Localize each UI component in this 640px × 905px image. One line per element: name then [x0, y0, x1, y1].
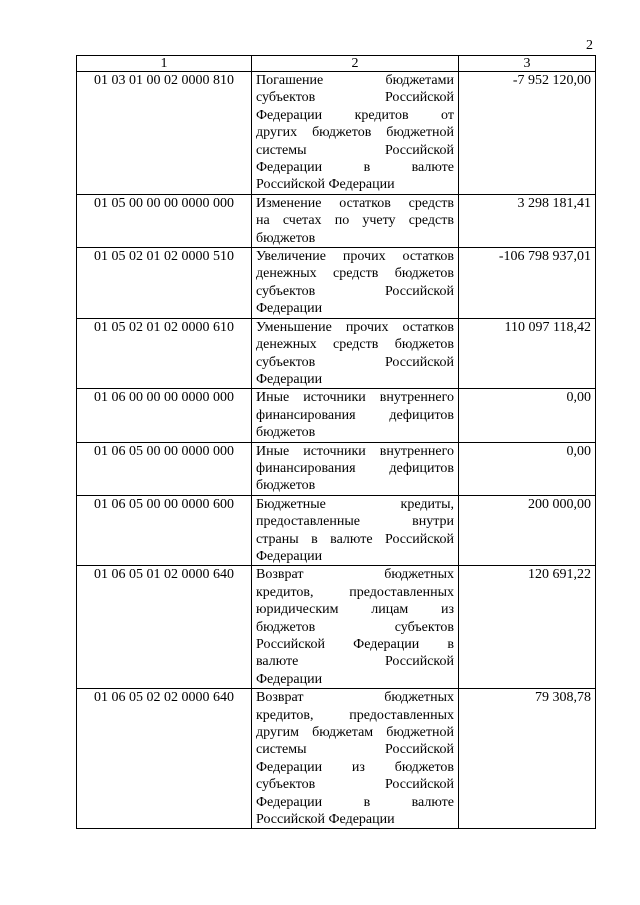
table-row: [77, 495, 596, 566]
source-name-line: Федерации: [256, 301, 323, 317]
table-header-row: [77, 56, 596, 72]
source-name-line: других бюджетов бюджетной: [256, 125, 454, 141]
source-name-line: бюджетов: [256, 478, 316, 494]
source-name: [252, 318, 459, 389]
source-name-line: субъектов Российской: [256, 354, 454, 370]
source-name: [252, 495, 459, 566]
amount: -7 952 120,00: [459, 72, 596, 195]
source-name-line: Федерации: [256, 371, 323, 387]
budget-code: 01 06 05 00 00 0000 000: [77, 442, 252, 495]
table-row: [77, 72, 596, 195]
source-name-line: Федерации кредитов от: [256, 107, 454, 123]
source-name-line: Федерации из бюджетов: [256, 759, 454, 775]
budget-code: 01 03 01 00 02 0000 810: [77, 72, 252, 195]
amount: -106 798 937,01: [459, 248, 596, 319]
amount: 0,00: [459, 442, 596, 495]
source-name: [252, 389, 459, 442]
source-name-line: валюте Российской: [256, 654, 454, 670]
source-name-line: денежных средств бюджетов: [256, 266, 454, 282]
table-row: [77, 689, 596, 829]
source-name-line: другим бюджетам бюджетной: [256, 725, 454, 741]
amount: 79 308,78: [459, 689, 596, 829]
table-row: [77, 194, 596, 247]
source-name-line: системы Российской: [256, 742, 454, 758]
source-name-line: Возврат бюджетных: [256, 690, 454, 706]
source-name-line: Увеличение прочих остатков: [256, 249, 454, 265]
source-name-line: страны в валюте Российской: [256, 531, 454, 547]
source-name-line: финансирования дефицитов: [256, 407, 454, 423]
budget-code: 01 06 05 01 02 0000 640: [77, 566, 252, 689]
source-name-line: Иные источники внутреннего: [256, 390, 454, 406]
source-name-line: субъектов Российской: [256, 777, 454, 793]
source-name-line: кредитов, предоставленных: [256, 707, 454, 723]
budget-sources-table: [76, 55, 596, 829]
source-name-line: субъектов Российской: [256, 283, 454, 299]
amount: 0,00: [459, 389, 596, 442]
source-name-line: Уменьшение прочих остатков: [256, 319, 454, 335]
page-number: 2: [586, 38, 593, 53]
budget-code: 01 05 02 01 02 0000 510: [77, 248, 252, 319]
source-name: [252, 72, 459, 195]
source-name-line: Федерации: [256, 671, 323, 687]
table-row: [77, 248, 596, 319]
source-name: [252, 566, 459, 689]
source-name-line: бюджетов: [256, 230, 316, 246]
source-name-line: кредитов, предоставленных: [256, 584, 454, 600]
column-header-1: 1: [77, 56, 252, 72]
source-name-line: юридическим лицам из: [256, 602, 454, 618]
budget-code: 01 06 05 00 00 0000 600: [77, 495, 252, 566]
table-row: [77, 318, 596, 389]
source-name: [252, 194, 459, 247]
budget-code: 01 06 00 00 00 0000 000: [77, 389, 252, 442]
source-name-line: Федерации: [256, 548, 323, 564]
column-header-3: 3: [459, 56, 596, 72]
source-name-line: Погашение бюджетами: [256, 73, 454, 88]
budget-code: 01 05 02 01 02 0000 610: [77, 318, 252, 389]
source-name-line: Бюджетные кредиты,: [256, 496, 454, 512]
budget-code: 01 05 00 00 00 0000 000: [77, 194, 252, 247]
source-name-line: Возврат бюджетных: [256, 567, 454, 583]
source-name-line: Иные источники внутреннего: [256, 443, 454, 459]
source-name-line: Федерации в валюте: [256, 794, 454, 810]
amount: 3 298 181,41: [459, 194, 596, 247]
source-name-line: Федерации в валюте: [256, 160, 454, 176]
source-name-line: финансирования дефицитов: [256, 460, 454, 476]
source-name-line: бюджетов субъектов: [256, 619, 454, 635]
table-row: [77, 442, 596, 495]
table-row: [77, 566, 596, 689]
source-name-line: денежных средств бюджетов: [256, 337, 454, 353]
source-name-line: на счетах по учету средств: [256, 213, 454, 229]
table-row: [77, 389, 596, 442]
source-name-line: предоставленные внутри: [256, 514, 454, 530]
source-name: [252, 442, 459, 495]
source-name: [252, 689, 459, 829]
source-name-line: системы Российской: [256, 142, 454, 158]
source-name-line: Российской Федерации: [256, 177, 395, 193]
column-header-2: 2: [252, 56, 459, 72]
source-name-line: бюджетов: [256, 425, 316, 441]
amount: 120 691,22: [459, 566, 596, 689]
amount: 200 000,00: [459, 495, 596, 566]
source-name-line: субъектов Российской: [256, 90, 454, 106]
budget-code: 01 06 05 02 02 0000 640: [77, 689, 252, 829]
source-name-line: Российской Федерации: [256, 812, 395, 828]
source-name: [252, 248, 459, 319]
source-name-line: Российской Федерации в: [256, 637, 454, 652]
source-name-line: Изменение остатков средств: [256, 195, 454, 211]
amount: 110 097 118,42: [459, 318, 596, 389]
